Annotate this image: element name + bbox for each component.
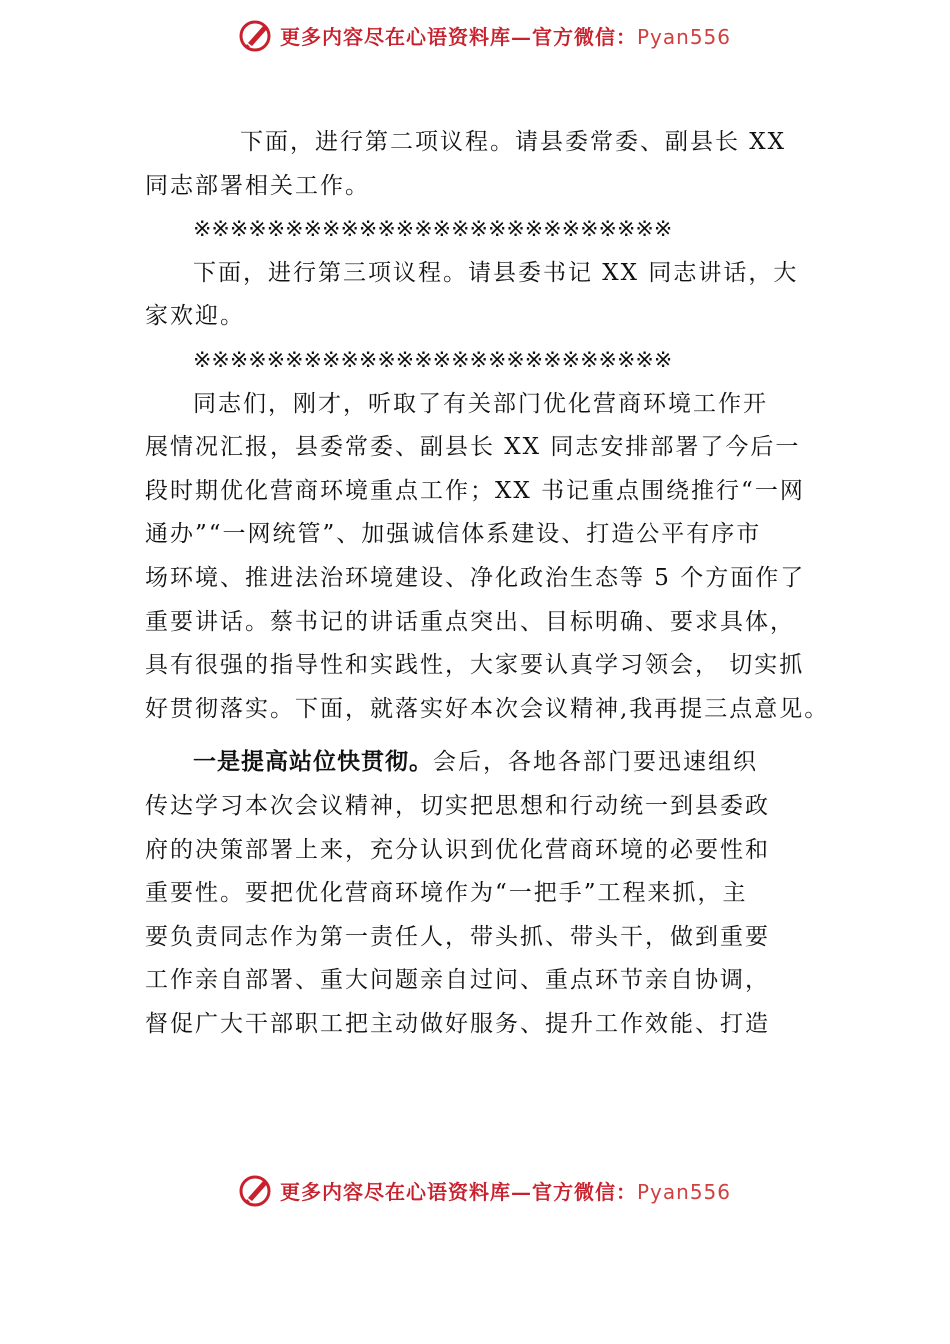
paragraph-line: 督促广大干部职工把主动做好服务、提升工作效能、打造 <box>145 1010 770 1037</box>
watermark-id: Pyan556 <box>637 1179 732 1204</box>
paragraph-line: 府的决策部署上来，充分认识到优化营商环境的必要性和 <box>145 836 770 863</box>
paragraph-line: 家欢迎。 <box>145 303 245 330</box>
paragraph-line: 重要性。要把优化营商环境作为“一把手”工程来抓，主 <box>145 880 748 907</box>
document-body <box>145 121 845 1046</box>
paragraph-line: 同志部署相关工作。 <box>145 172 370 199</box>
paragraph-line: 通办”“一网统管”、加强诚信体系建设、打造公平有序市 <box>145 521 762 548</box>
watermark-id: Pyan556 <box>637 24 732 49</box>
paragraph-line: 好贯彻落实。下面，就落实好本次会议精神,我再提三点意见。 <box>145 695 830 722</box>
paragraph-line: 工作亲自部署、重大问题亲自过问、重点环节亲自协调， <box>145 967 770 994</box>
pen-seal-icon <box>238 17 274 53</box>
paragraph-line: 传达学习本次会议精神，切实把思想和行动统一到县委政 <box>145 792 770 819</box>
watermark-text: 更多内容尽在心语资料库—官方微信：Pyan556 <box>280 1179 732 1204</box>
paragraph-text: 会后，各地各部门要迅速组织 <box>433 749 758 776</box>
paragraph-line: 场环境、推进法治环境建设、净化政治生态等 5 个方面作了 <box>145 564 806 591</box>
footer-watermark <box>238 1170 732 1210</box>
paragraph-line: 具有很强的指导性和实践性，大家要认真学习领会， 切实抓 <box>145 652 805 679</box>
paragraph-line <box>145 741 845 785</box>
paragraph-line: 下面，进行第三项议程。请县委书记 XX 同志讲话，大 <box>193 259 799 286</box>
separator-line: ※※※※※※※※※※※※※※※※※※※※※※※※※※ <box>193 347 673 373</box>
paragraph-line: 展情况汇报，县委常委、副县长 XX 同志安排部署了今后一 <box>145 434 801 461</box>
header-watermark <box>238 15 732 55</box>
paragraph-line: 要负责同志作为第一责任人，带头抓、带头干，做到重要 <box>145 923 770 950</box>
paragraph-line: 同志们，刚才，听取了有关部门优化营商环境工作开 <box>193 390 768 417</box>
paragraph-line: 段时期优化营商环境重点工作；XX 书记重点围绕推行“一网 <box>145 477 805 504</box>
watermark-text: 更多内容尽在心语资料库—官方微信：Pyan556 <box>280 24 732 49</box>
separator-line: ※※※※※※※※※※※※※※※※※※※※※※※※※※ <box>193 217 673 243</box>
paragraph-line: 重要讲话。蔡书记的讲话重点突出、目标明确、要求具体， <box>145 608 795 635</box>
pen-seal-icon <box>238 1172 274 1208</box>
paragraph-line: 下面，进行第二项议程。请县委常委、副县长 XX <box>240 129 787 155</box>
section-heading: 一是提高站位快贯彻。 <box>193 749 433 776</box>
